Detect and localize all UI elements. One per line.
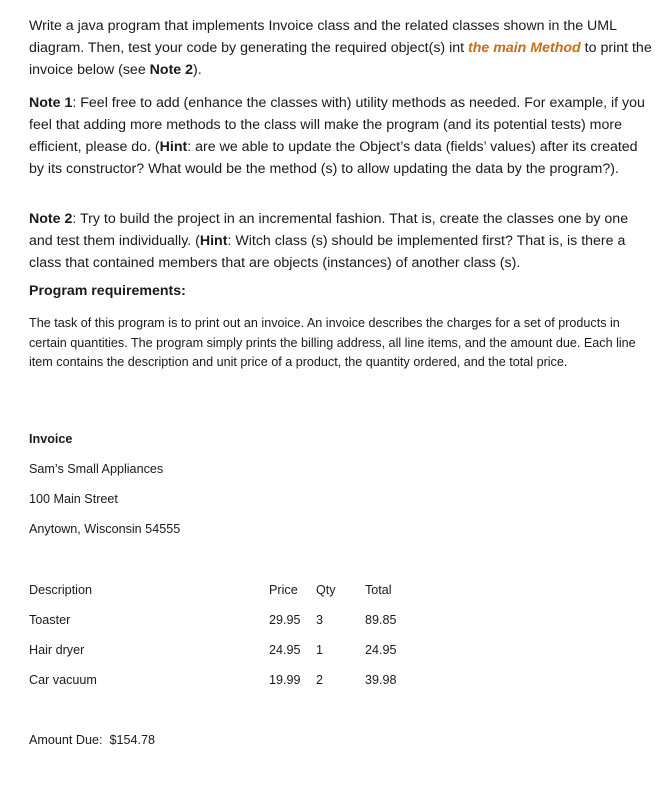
item-price: 19.99 (269, 673, 301, 687)
note-1-label: Note 1 (29, 95, 73, 111)
amount-due-label: Amount Due: (29, 733, 103, 747)
task-description: The task of this program is to print out an invoice. An invoice describes the charges for a set of products in certain quantities. The program simply prints the billing address, all line items, and the amount due. Each line item contains the description and unit price of a product, the quantity ordered, and the total price. (29, 316, 636, 369)
billing-address-line: Anytown, Wisconsin 54555 (29, 522, 181, 536)
item-qty: 2 (316, 673, 324, 687)
item-qty: 1 (316, 643, 324, 657)
item-description: Hair dryer (29, 643, 85, 657)
intro-paragraph: Write a java program that implements Invoice class and the related classes shown in the UML diagram. Then, test your code by generating the required object(s) int the main Method to print the invoice below (see Note 2). (29, 18, 652, 78)
header-total: Total (365, 583, 392, 597)
item-price: 29.95 (269, 613, 301, 627)
item-qty: 3 (316, 613, 324, 627)
item-price: 24.95 (269, 643, 301, 657)
note-2-label: Note 2 (29, 211, 73, 227)
main-method-highlight: the main Method (468, 40, 581, 56)
billing-address-line: 100 Main Street (29, 492, 118, 506)
item-description: Toaster (29, 613, 71, 627)
item-description: Car vacuum (29, 673, 97, 687)
header-description: Description (29, 583, 92, 597)
item-total: 24.95 (365, 643, 397, 657)
invoice-title: Invoice (29, 432, 73, 446)
requirements-heading: Program requirements: (29, 283, 186, 299)
header-qty: Qty (316, 583, 336, 597)
cropped-text-fragment (300, 0, 390, 6)
amount-due-value: $154.78 (109, 733, 156, 747)
note-1-paragraph: Note 1: Feel free to add (enhance the classes with) utility methods as needed. For example, if you feel that adding more methods to the class will make the program (and its potential tests) more efficient, please do. (Hint: are we able to update the Object’s data (fields’ values) after its created by its constructor? What would be the method (s) to allow updating the data by the program?). (29, 95, 645, 177)
item-total: 39.98 (365, 673, 397, 687)
note-2-paragraph: Note 2: Try to build the project in an incremental fashion. That is, create the classes one by one and test them individually. (Hint: Witch class (s) should be implemented first? That is, is there a class that contained members that are objects (instances) of another class (s). (29, 211, 629, 271)
amount-due (29, 733, 155, 747)
item-total: 89.85 (365, 613, 397, 627)
billing-address-line: Sam’s Small Appliances (29, 462, 164, 476)
header-price: Price (269, 583, 298, 597)
